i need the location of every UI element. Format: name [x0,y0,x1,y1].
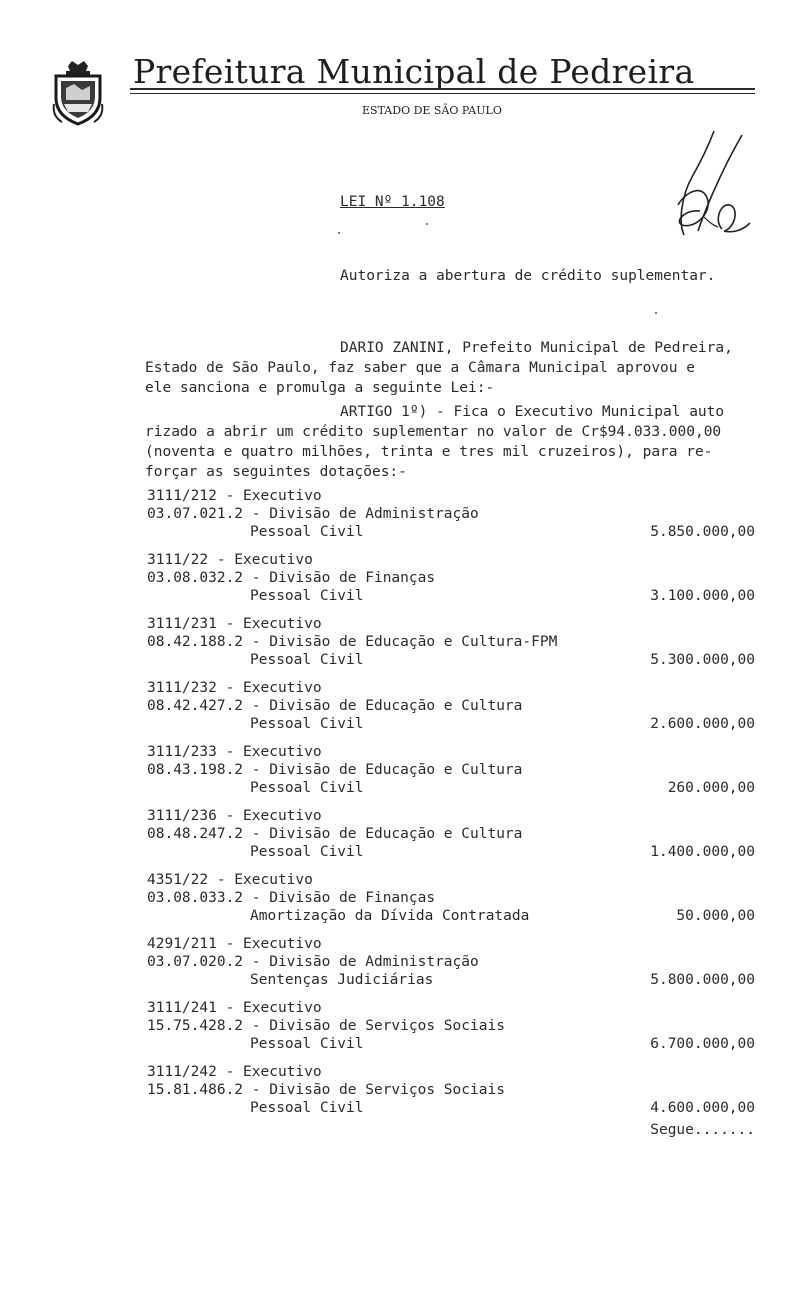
item-amount: 5.800.000,00 [650,972,755,988]
item-code: 3111/233 - Executivo [147,744,322,760]
item-code: 4351/22 - Executivo [147,872,313,888]
item-code: 3111/241 - Executivo [147,1000,322,1016]
article-line: rizado a abrir um crédito suplementar no valor de Cr$94.033.000,00 [145,424,722,440]
item-element: Pessoal Civil [250,716,364,732]
scan-speck [338,232,340,234]
item-division: 03.07.021.2 - Divisão de Administração [147,506,479,522]
item-code: 4291/211 - Executivo [147,936,322,952]
law-number: LEI Nº 1.108 [340,194,445,210]
item-amount: 6.700.000,00 [650,1036,755,1052]
item-element: Pessoal Civil [250,1036,364,1052]
item-division: 03.08.033.2 - Divisão de Finanças [147,890,436,906]
item-element: Pessoal Civil [250,780,364,796]
continuation-note: Segue....... [650,1122,755,1138]
item-amount: 260.000,00 [667,780,755,796]
item-element: Pessoal Civil [250,524,364,540]
header-rule-thin [130,93,755,94]
law-summary: Autoriza a abertura de crédito suplementar. [340,268,716,284]
item-element: Pessoal Civil [250,1100,364,1116]
item-amount: 50.000,00 [676,908,755,924]
municipal-crest-icon [52,60,104,126]
handwritten-signature [664,125,769,247]
scan-speck [655,312,657,314]
budget-item [145,680,757,740]
item-division: 08.43.198.2 - Divisão de Educação e Cultura [147,762,523,778]
item-element: Pessoal Civil [250,588,364,604]
item-amount: 2.600.000,00 [650,716,755,732]
item-element: Sentenças Judiciárias [250,972,434,988]
preamble-line: Estado de São Paulo, faz saber que a Câmara Municipal aprovou e [145,360,695,376]
budget-item [145,488,757,548]
item-amount: 1.400.000,00 [650,844,755,860]
item-code: 3111/231 - Executivo [147,616,322,632]
item-element: Amortização da Dívida Contratada [250,908,530,924]
item-division: 08.48.247.2 - Divisão de Educação e Cultura [147,826,523,842]
budget-item [145,936,757,996]
item-division: 15.81.486.2 - Divisão de Serviços Sociais [147,1082,505,1098]
item-amount: 5.300.000,00 [650,652,755,668]
item-amount: 5.850.000,00 [650,524,755,540]
article-line: ARTIGO 1º) - Fica o Executivo Municipal auto [340,404,725,420]
item-code: 3111/236 - Executivo [147,808,322,824]
budget-item [145,552,757,612]
organization-name: Prefeitura Municipal de Pedreira [133,52,695,91]
budget-item [145,1064,757,1124]
item-element: Pessoal Civil [250,844,364,860]
budget-item [145,808,757,868]
budget-item [145,744,757,804]
budget-item [145,1000,757,1060]
item-code: 3111/22 - Executivo [147,552,313,568]
preamble-line: DARIO ZANINI, Prefeito Municipal de Pedreira, [340,340,733,356]
preamble-line: ele sanciona e promulga a seguinte Lei:- [145,380,495,396]
article-line: forçar as seguintes dotações:- [145,464,407,480]
budget-item [145,616,757,676]
item-division: 03.07.020.2 - Divisão de Administração [147,954,479,970]
item-code: 3111/242 - Executivo [147,1064,322,1080]
item-code: 3111/212 - Executivo [147,488,322,504]
article-line: (noventa e quatro milhões, trinta e tres mil cruzeiros), para re- [145,444,713,460]
budget-item [145,872,757,932]
item-amount: 3.100.000,00 [650,588,755,604]
item-code: 3111/232 - Executivo [147,680,322,696]
item-division: 08.42.427.2 - Divisão de Educação e Cultura [147,698,523,714]
item-element: Pessoal Civil [250,652,364,668]
scan-speck [426,223,428,225]
item-division: 08.42.188.2 - Divisão de Educação e Cultura-FPM [147,634,558,650]
header-rule [130,88,755,90]
item-division: 15.75.428.2 - Divisão de Serviços Sociais [147,1018,505,1034]
item-division: 03.08.032.2 - Divisão de Finanças [147,570,436,586]
item-amount: 4.600.000,00 [650,1100,755,1116]
state-name: ESTADO DE SÃO PAULO [362,104,502,117]
